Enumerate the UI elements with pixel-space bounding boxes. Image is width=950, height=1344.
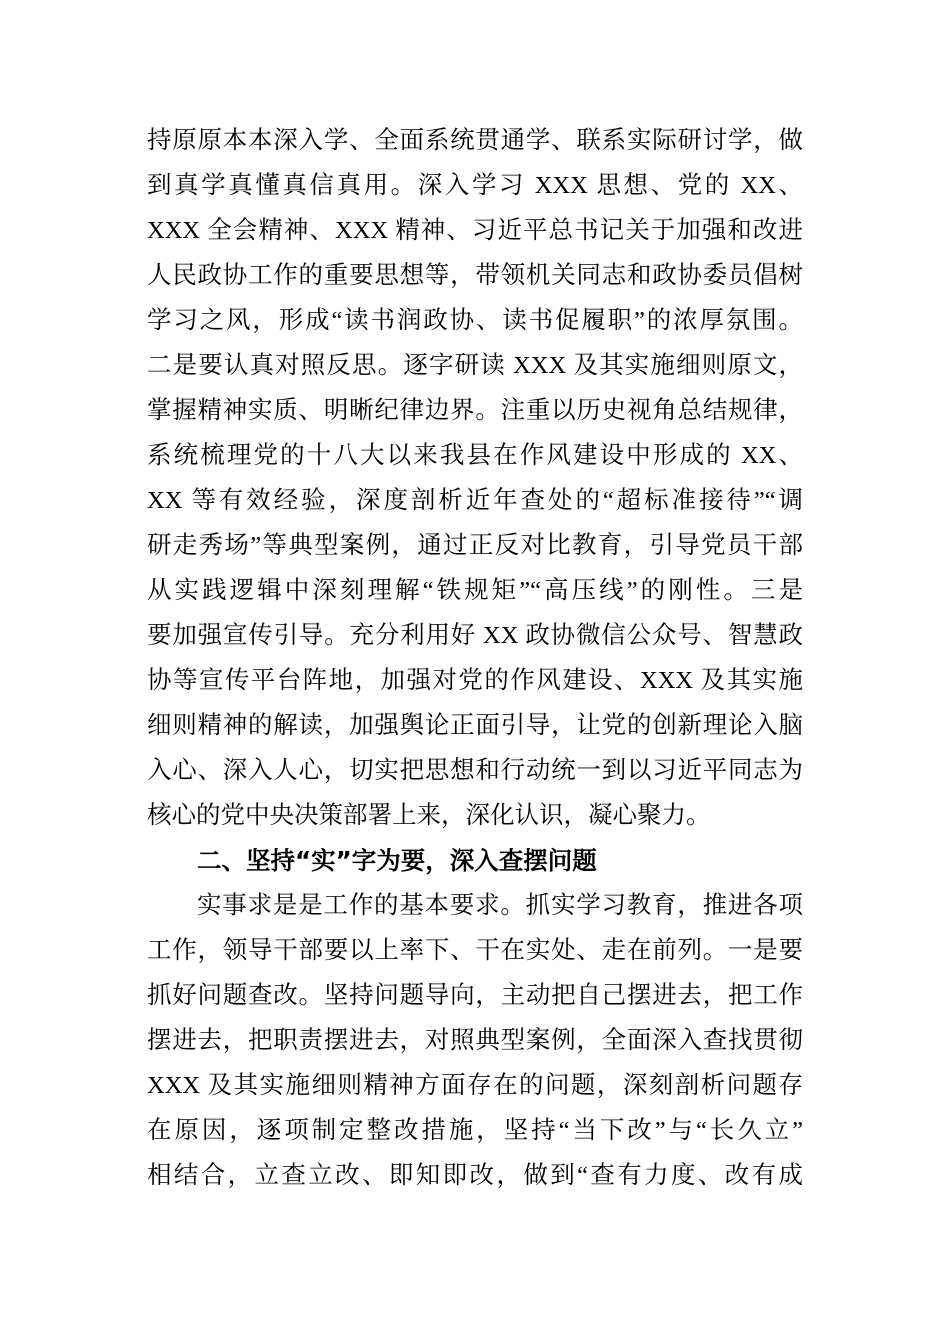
body-line: 持原原本本深入学、全面系统贯通学、联系实际研讨学，做 [147, 127, 803, 154]
body-line: XXX 全会精神、XXX 精神、习近平总书记关于加强和改进 [147, 217, 803, 244]
document-body [147, 118, 803, 1198]
body-line: 工作，领导干部要以上率下、干在实处、走在前列。一是要 [147, 937, 803, 964]
body-line: 摆进去，把职责摆进去，对照典型案例，全面深入查找贯彻 [147, 1027, 803, 1054]
body-line: 掌握精神实质、明晰纪律边界。注重以历史视角总结规律， [147, 397, 803, 424]
body-line: 二是要认真对照反思。逐字研读 XXX 及其实施细则原文， [147, 352, 803, 379]
section-heading: 二、坚持“实”字为要，深入查摆问题 [197, 846, 597, 875]
body-line: XXX 及其实施细则精神方面存在的问题，深刻剖析问题存 [147, 1072, 803, 1099]
body-line: 核心的党中央决策部署上来，深化认识，凝心聚力。 [147, 802, 711, 829]
body-line: 实事求是是工作的基本要求。抓实学习教育，推进各项 [197, 892, 803, 919]
body-line: 学习之风，形成“读书润政协、读书促履职”的浓厚氛围。 [147, 307, 803, 334]
body-line: 相结合，立查立改、即知即改，做到“查有力度、改有成 [147, 1162, 803, 1189]
body-line: 从实践逻辑中深刻理解“铁规矩”“高压线”的刚性。三是 [147, 577, 803, 604]
body-line: 到真学真懂真信真用。深入学习 XXX 思想、党的 XX、 [147, 172, 803, 199]
body-line: 在原因，逐项制定整改措施，坚持“当下改”与“长久立” [147, 1117, 803, 1144]
body-line: 抓好问题查改。坚持问题导向，主动把自己摆进去，把工作 [147, 982, 803, 1009]
body-line: 系统梳理党的十八大以来我县在作风建设中形成的 XX、 [147, 442, 803, 469]
body-line: 人民政协工作的重要思想等，带领机关同志和政协委员倡树 [147, 262, 803, 289]
body-line: 协等宣传平台阵地，加强对党的作风建设、XXX 及其实施 [147, 667, 803, 694]
paragraph-2 [147, 883, 803, 1198]
body-line: 要加强宣传引导。充分利用好 XX 政协微信公众号、智慧政 [147, 622, 803, 649]
paragraph-1 [147, 118, 803, 838]
body-line: 细则精神的解读，加强舆论正面引导，让党的创新理论入脑 [147, 712, 803, 739]
body-line: 研走秀场”等典型案例，通过正反对比教育，引导党员干部 [147, 532, 803, 559]
body-line: XX 等有效经验，深度剖析近年查处的“超标准接待”“调 [147, 487, 803, 514]
body-line: 入心、深入人心，切实把思想和行动统一到以习近平同志为 [147, 757, 803, 784]
